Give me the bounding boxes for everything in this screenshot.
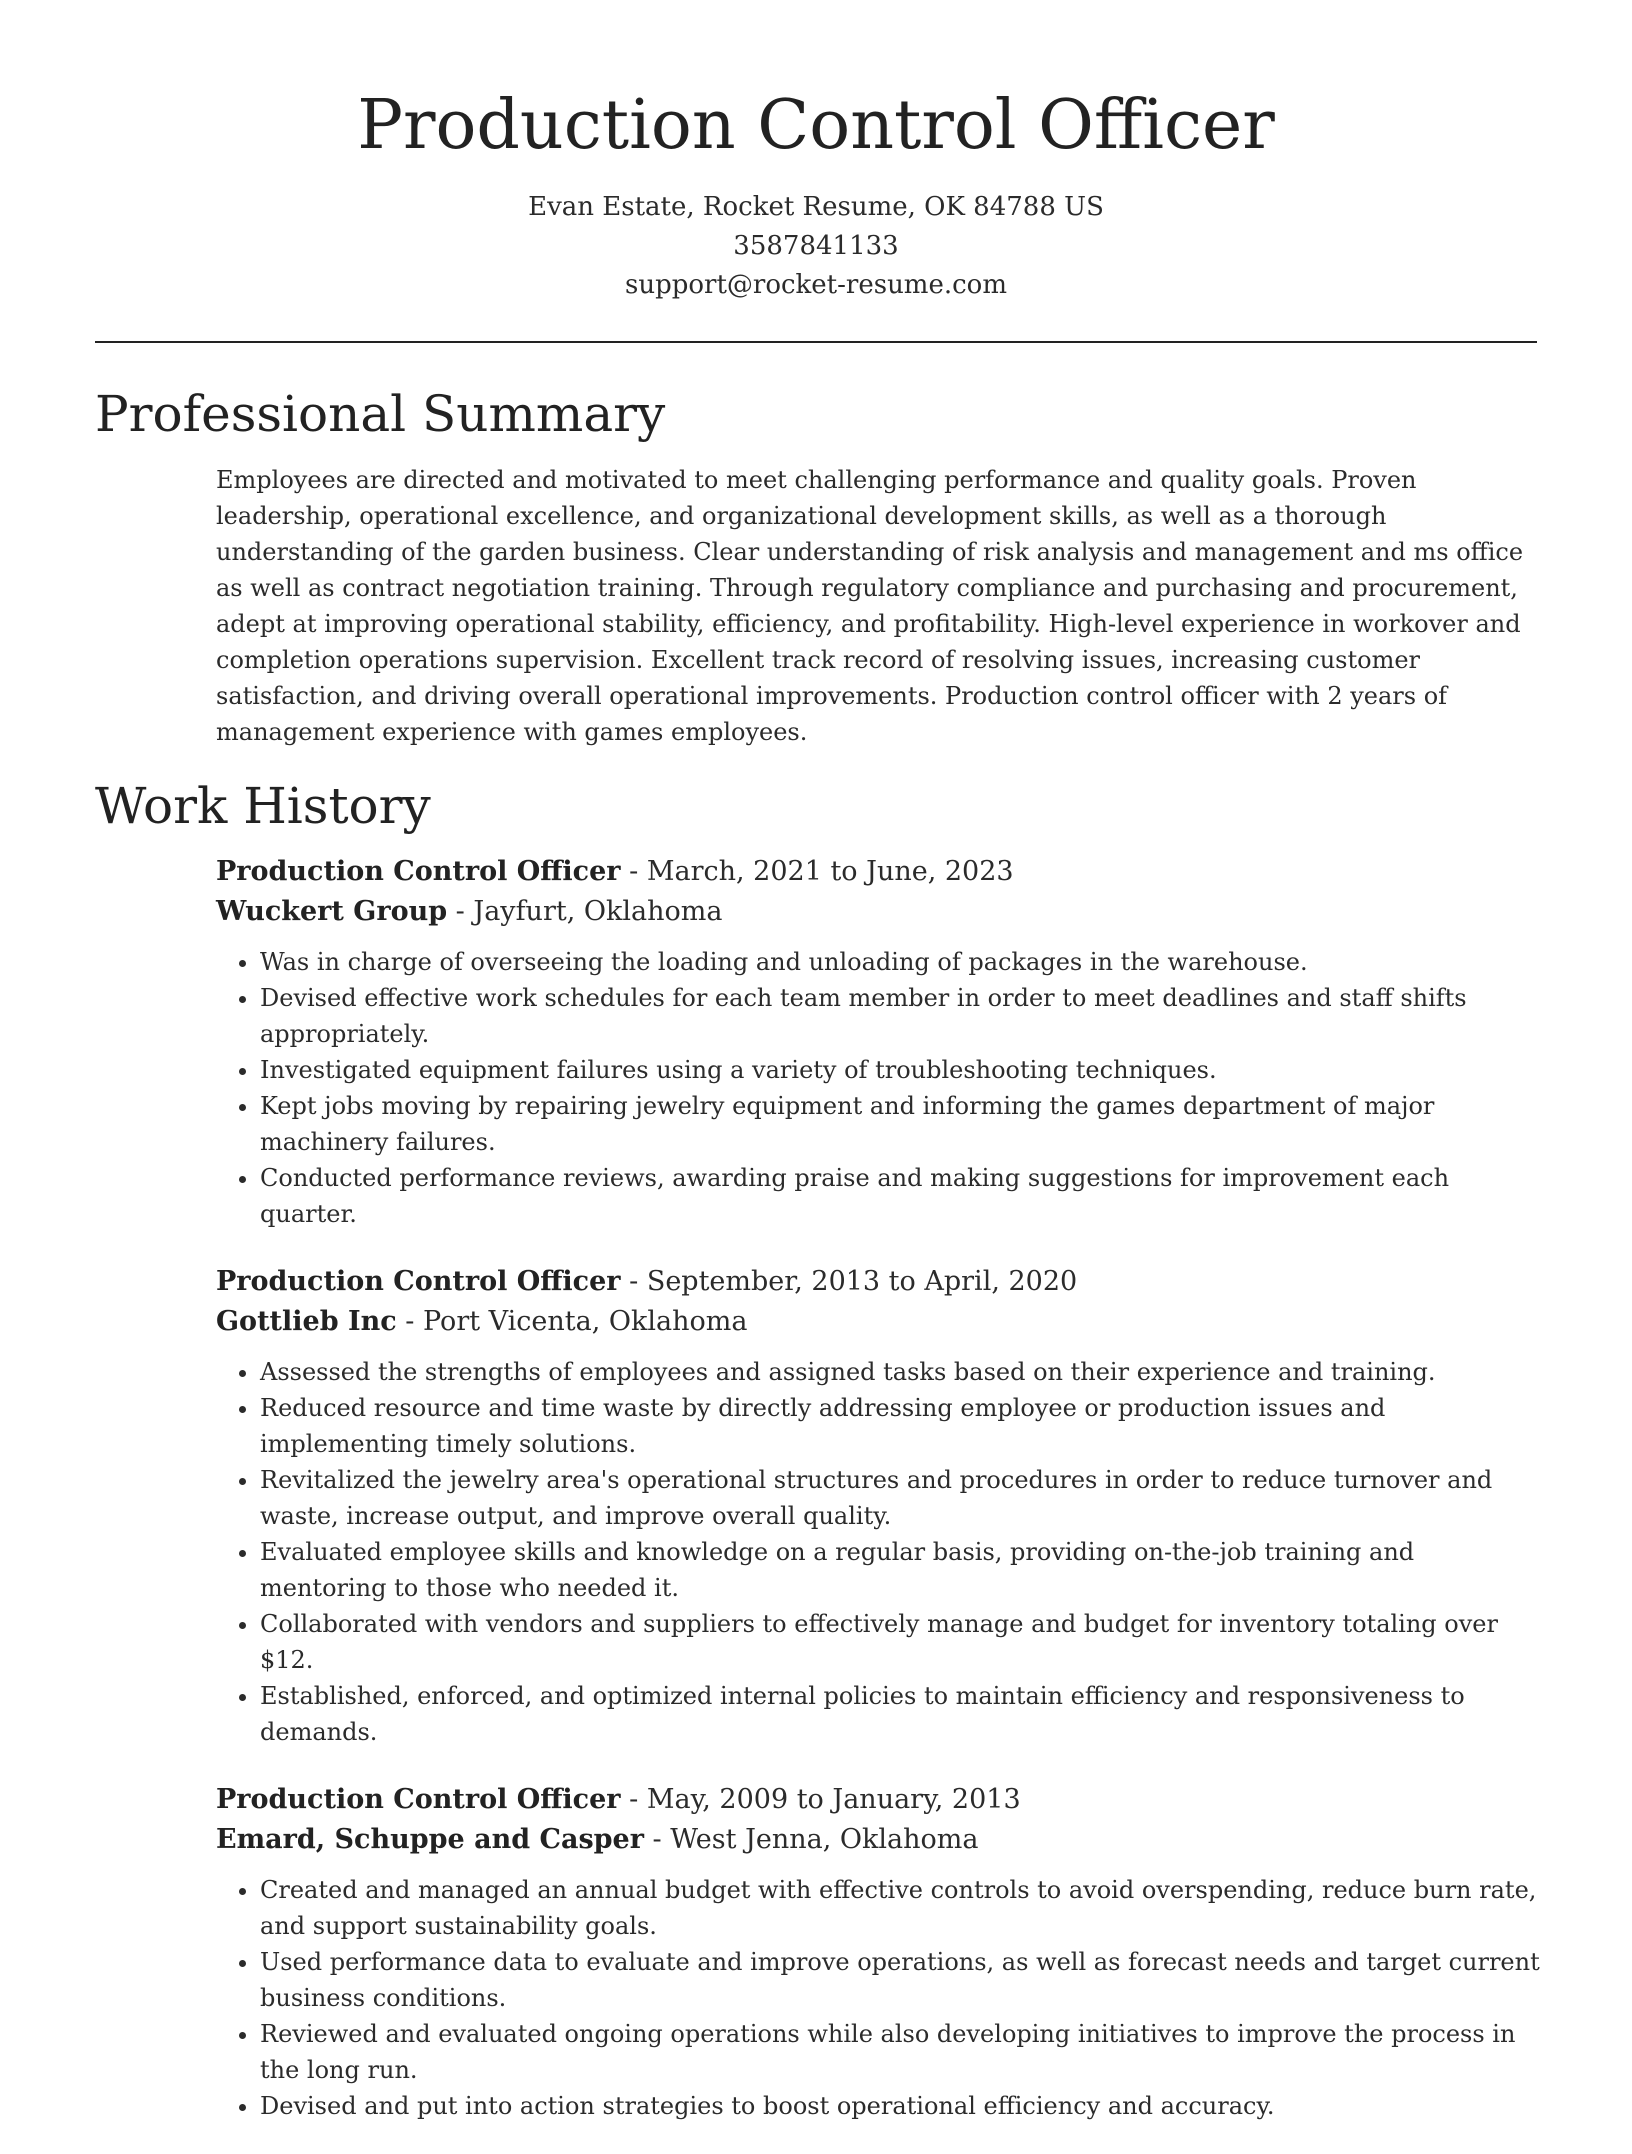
job-title-line <box>216 1262 1546 1302</box>
resume-header <box>0 0 1632 305</box>
job-company: Emard, Schuppe and Casper <box>216 1824 644 1855</box>
job-bullet: • Devised effective work schedules for each team member in order to meet deadlines and staff shifts appropriately. <box>260 980 1546 1052</box>
job-dates: May, 2009 to January, 2013 <box>646 1784 1021 1815</box>
job-dates: September, 2013 to April, 2020 <box>646 1266 1078 1297</box>
job-bullet: • Created and managed an annual budget with effective controls to avoid overspending, reduce burn rate, and support sustainability goals. <box>260 1872 1546 1944</box>
job-bullet: • Conducted performance reviews, awarding praise and making suggestions for improvement each quarter. <box>260 1160 1546 1232</box>
job-entry <box>216 852 1546 1232</box>
job-bullets <box>216 1872 1546 2124</box>
job-bullet: • Collaborated with vendors and suppliers to effectively manage and budget for inventory totaling over $12. <box>260 1606 1546 1678</box>
candidate-title: Production Control Officer <box>357 86 1275 165</box>
job-company-line <box>216 1302 1546 1342</box>
job-title: Production Control Officer <box>216 856 621 887</box>
job-bullets <box>216 1354 1546 1750</box>
job-location: Port Vicenta, Oklahoma <box>422 1306 748 1337</box>
job-title-line <box>216 852 1546 892</box>
separator: - <box>643 1824 671 1855</box>
job-bullet: • Reduced resource and time waste by directly addressing employee or production issues and implementing timely solutions. <box>260 1390 1546 1462</box>
job-title-line <box>216 1780 1546 1820</box>
job-bullet: • Used performance data to evaluate and improve operations, as well as forecast needs and target current business conditions. <box>260 1944 1546 2016</box>
job-bullets <box>216 944 1546 1232</box>
summary-text: Employees are directed and motivated to meet challenging performance and quality goals. Proven leadership, operational excellence, and organizational development skills, as well as a thorough understanding of the garden business. Clear understanding of risk analysis and management and ms office as well as contract negotiation training. Through regulatory compliance and purchasing and procurement, adept at improving operational stability, efficiency, and profitability. High-level experience in workover and completion operations supervision. Excellent track record of resolving issues, increasing customer satisfaction, and driving overall operational improvements. Production control officer with 2 years of management experience with games employees. <box>216 466 1524 746</box>
separator: - <box>447 896 474 927</box>
job-bullet: • Kept jobs moving by repairing jewelry equipment and informing the games department of major machinery failures. <box>260 1088 1546 1160</box>
job-dates: March, 2021 to June, 2023 <box>646 856 1014 887</box>
job-company-line <box>216 892 1546 932</box>
work-history-heading: Work History <box>95 777 431 835</box>
job-bullet: • Assessed the strengths of employees and assigned tasks based on their experience and training. <box>260 1354 1546 1390</box>
job-bullet: • Evaluated employee skills and knowledge on a regular basis, providing on-the-job training and mentoring to those who needed it. <box>260 1534 1546 1606</box>
job-title: Production Control Officer <box>216 1784 621 1815</box>
separator: - <box>620 1266 647 1297</box>
job-bullet: • Was in charge of overseeing the loading and unloading of packages in the warehouse. <box>260 944 1546 980</box>
contact-address: Evan Estate, Rocket Resume, OK 84788 US <box>528 192 1104 222</box>
job-company: Wuckert Group <box>216 896 448 927</box>
job-bullet: • Reviewed and evaluated ongoing operations while also developing initiatives to improve the process in the long run. <box>260 2016 1546 2088</box>
separator: - <box>620 856 647 887</box>
job-company: Gottlieb Inc <box>216 1306 397 1337</box>
separator: - <box>396 1306 423 1337</box>
summary-heading: Professional Summary <box>95 385 666 443</box>
job-title: Production Control Officer <box>216 1266 621 1297</box>
job-company-line <box>216 1820 1546 1860</box>
job-bullet: • Devised and put into action strategies to boost operational efficiency and accuracy. <box>260 2088 1546 2124</box>
work-history-list <box>216 852 1546 2154</box>
job-location: West Jenna, Oklahoma <box>670 1824 979 1855</box>
contact-phone: 3587841133 <box>733 231 899 261</box>
header-divider <box>95 341 1537 343</box>
job-bullet: • Established, enforced, and optimized internal policies to maintain efficiency and responsiveness to demands. <box>260 1678 1546 1750</box>
job-location: Jayfurt, Oklahoma <box>473 896 723 927</box>
separator: - <box>620 1784 647 1815</box>
contact-email: support@rocket-resume.com <box>624 270 1007 300</box>
job-bullet: • Revitalized the jewelry area's operational structures and procedures in order to reduce turnover and waste, increase output, and improve overall quality. <box>260 1462 1546 1534</box>
job-entry <box>216 1780 1546 2124</box>
job-entry <box>216 1262 1546 1750</box>
job-bullet: • Investigated equipment failures using a variety of troubleshooting techniques. <box>260 1052 1546 1088</box>
